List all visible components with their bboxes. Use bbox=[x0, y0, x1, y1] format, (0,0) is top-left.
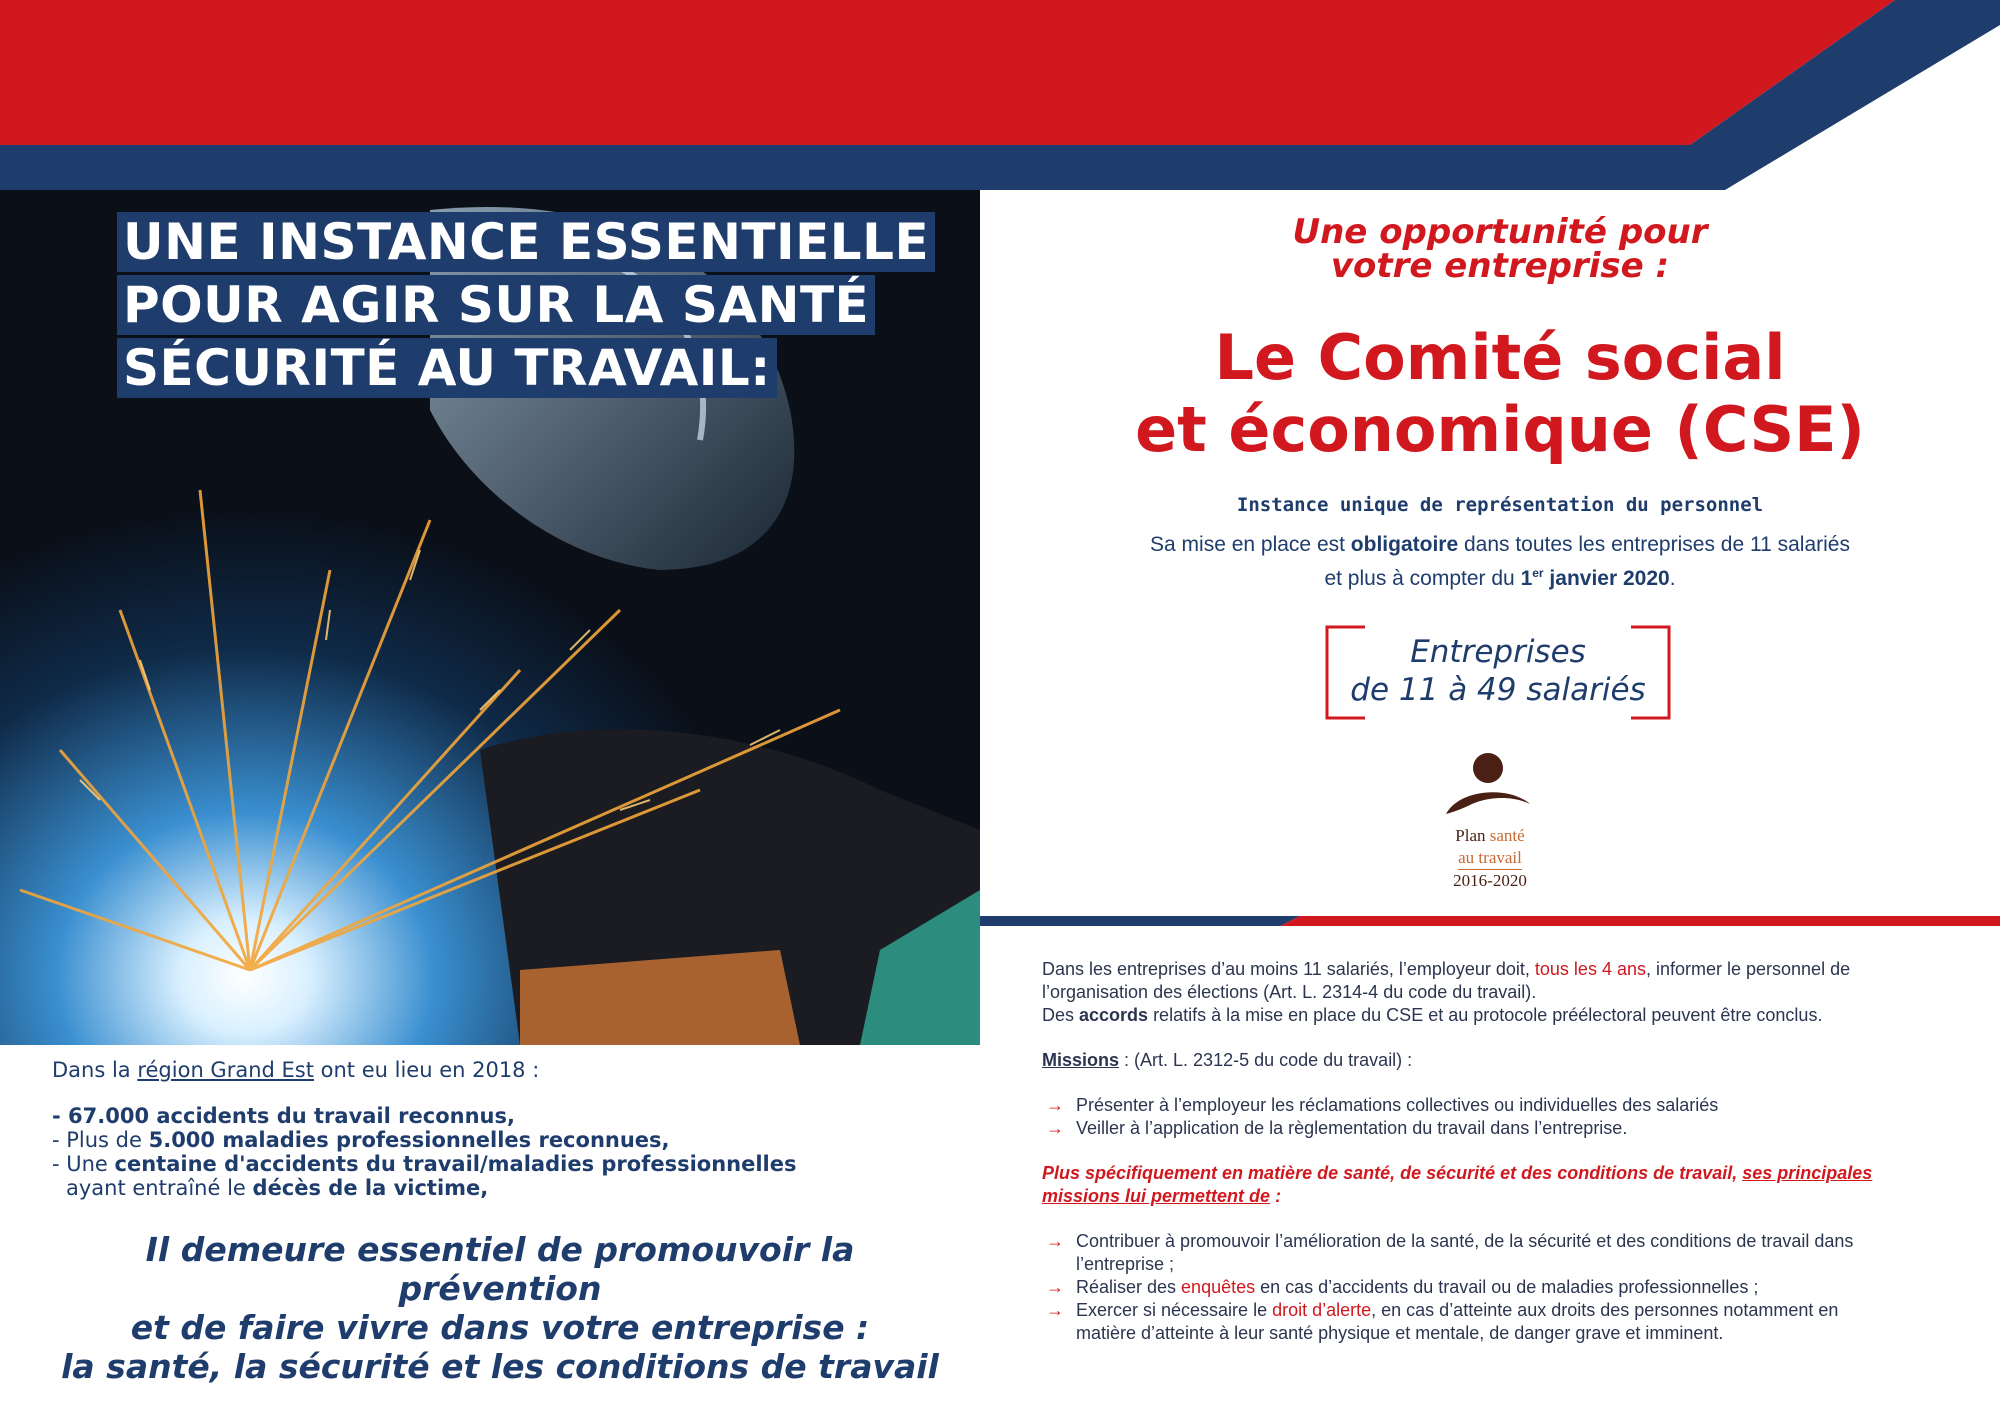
stats-intro-pre: Dans la bbox=[52, 1058, 138, 1082]
missions-heading bbox=[1042, 1049, 1962, 1072]
stats-item-3b bbox=[52, 1176, 932, 1200]
stats-item-2-bold: 5.000 maladies professionnelles reconnues, bbox=[148, 1128, 670, 1152]
headline-line-3: SÉCURITÉ AU TRAVAIL: bbox=[117, 338, 777, 398]
missions-post: : (Art. L. 2312-5 du code du travail) : bbox=[1119, 1050, 1413, 1070]
health-item-1-line-1: Contribuer à promouvoir l’amélioration de la santé, de la sécurité et des conditions de travail dans bbox=[1076, 1231, 1854, 1251]
info-p1-red: tous les 4 ans bbox=[1534, 959, 1646, 979]
cse-title bbox=[1000, 322, 2000, 466]
mise-en-place-text bbox=[1000, 530, 2000, 593]
cse-title-line-1: Le Comité social bbox=[1214, 321, 1786, 394]
arrow-icon: → bbox=[1046, 1231, 1064, 1251]
logo-line-2: au travail bbox=[1458, 847, 1522, 870]
opportunity-heading bbox=[1000, 212, 2000, 286]
opportunity-line-1: Une opportunité pour bbox=[1292, 212, 1708, 252]
cse-title-line-2: et économique (CSE) bbox=[1135, 393, 1865, 466]
health-missions-list bbox=[1042, 1230, 1962, 1345]
company-size-box bbox=[1323, 633, 1673, 709]
missions-item-2-text: Veiller à l’application de la règlementation du travail dans l’entreprise. bbox=[1076, 1118, 1628, 1138]
stats-item-3-bold: centaine d'accidents du travail/maladies professionnelles bbox=[114, 1152, 797, 1176]
box-line-1: Entreprises bbox=[1410, 634, 1586, 670]
health-item-2-pre: Réaliser des bbox=[1076, 1277, 1182, 1297]
closing-line-1: Il demeure essentiel de promouvoir la prévention bbox=[145, 1230, 855, 1308]
info-p2 bbox=[1042, 1004, 1962, 1027]
instance-label: Instance unique de représentation du personnel bbox=[1236, 494, 1764, 516]
info-p2-bold: accords bbox=[1079, 1005, 1149, 1025]
arrow-icon: → bbox=[1046, 1118, 1064, 1138]
closing-statement bbox=[40, 1230, 960, 1386]
logo-line-1 bbox=[1430, 825, 1550, 847]
mise2-bold: 1 bbox=[1520, 567, 1533, 590]
info-p2-post: relatifs à la mise en place du CSE et au protocole préélectoral peuvent être conclus. bbox=[1148, 1005, 1823, 1025]
health-item-1-line-2: l’entreprise ; bbox=[1076, 1254, 1175, 1274]
specific-pre: Plus spécifiquement en matière de santé, de sécurité et des conditions de travail, bbox=[1042, 1163, 1743, 1183]
mise-pre: Sa mise en place est bbox=[1150, 533, 1351, 556]
person-icon bbox=[1430, 752, 1550, 822]
arrow-icon: → bbox=[1046, 1095, 1064, 1115]
opportunity-line-2: votre entreprise : bbox=[1330, 246, 1670, 286]
mise2-post: . bbox=[1669, 567, 1676, 590]
logo-text bbox=[1430, 825, 1550, 892]
stats-intro-post: ont eu lieu en 2018 : bbox=[313, 1058, 540, 1082]
health-item-3-pre: Exercer si nécessaire le bbox=[1076, 1300, 1273, 1320]
missions-label: Missions bbox=[1042, 1050, 1120, 1070]
stats-item-3-pre: - Une bbox=[52, 1152, 115, 1176]
stats-item-3b-bold: décès de la victime, bbox=[252, 1176, 489, 1200]
specific-post: : bbox=[1270, 1186, 1282, 1206]
info-p2-pre: Des bbox=[1042, 1005, 1080, 1025]
stats-intro-region: région Grand Est bbox=[137, 1058, 314, 1082]
health-item-3-post: , en cas d’atteinte aux droits des personnes notamment en bbox=[1371, 1300, 1839, 1320]
health-item-2 bbox=[1042, 1276, 1962, 1299]
headline-line-2: POUR AGIR SUR LA SANTÉ bbox=[117, 275, 875, 335]
health-item-2-red: enquêtes bbox=[1181, 1277, 1256, 1297]
section-divider bbox=[980, 913, 2000, 929]
health-item-3-red: droit d’alerte bbox=[1272, 1300, 1372, 1320]
info-p1-line-2: l’organisation des élections (Art. L. 2314-4 du code du travail). bbox=[1042, 982, 1537, 1002]
arrow-icon: → bbox=[1046, 1300, 1064, 1320]
missions-item-1 bbox=[1042, 1094, 1962, 1117]
health-item-2-post: en cas d’accidents du travail ou de maladies professionnelles ; bbox=[1255, 1277, 1759, 1297]
info-p1 bbox=[1042, 958, 1962, 981]
specific-heading bbox=[1042, 1162, 1962, 1208]
health-item-3-line-2: matière d’atteinte à leur santé physique et mentale, de danger grave et imminent. bbox=[1076, 1323, 1724, 1343]
info-p1-pre: Dans les entreprises d’au moins 11 salariés, l’employeur doit, bbox=[1042, 959, 1535, 979]
stats-item-3 bbox=[52, 1152, 932, 1176]
banner-red-band bbox=[0, 0, 1895, 145]
box-line-2: de 11 à 49 salariés bbox=[1350, 672, 1646, 708]
mise2-pre: et plus à compter du bbox=[1324, 567, 1521, 590]
top-banner bbox=[0, 0, 2000, 195]
specific-underline-1: ses principales bbox=[1742, 1163, 1873, 1183]
health-item-3 bbox=[1042, 1299, 1962, 1345]
specific-underline-2: missions lui permettent de bbox=[1042, 1186, 1271, 1206]
closing-line-2: et de faire vivre dans votre entreprise : bbox=[130, 1308, 870, 1347]
mise-post: dans toutes les entreprises de 11 salariés bbox=[1458, 533, 1850, 556]
mise2-bold2: janvier 2020 bbox=[1543, 567, 1670, 590]
stats-item-2 bbox=[52, 1128, 932, 1152]
stats-block bbox=[52, 1058, 932, 1200]
info-block bbox=[1042, 958, 1962, 1345]
mise2-sup: er bbox=[1532, 566, 1544, 580]
mise-line-1 bbox=[1000, 530, 2000, 559]
closing-line-3: la santé, la sécurité et les conditions de travail bbox=[61, 1347, 939, 1386]
health-item-1 bbox=[1042, 1230, 1962, 1276]
logo-line-3: 2016-2020 bbox=[1453, 871, 1527, 890]
logo-line-1-a: Plan bbox=[1455, 826, 1490, 845]
headline-line-1: UNE INSTANCE ESSENTIELLE bbox=[117, 212, 935, 272]
info-p1-post: , informer le personnel de bbox=[1645, 959, 1851, 979]
mise-line-2 bbox=[1000, 559, 2000, 593]
stats-item-1: - 67.000 accidents du travail reconnus, bbox=[52, 1104, 515, 1128]
arrow-icon: → bbox=[1046, 1277, 1064, 1297]
missions-list bbox=[1042, 1094, 1962, 1140]
missions-item-1-text: Présenter à l’employeur les réclamations collectives ou individuelles des salariés bbox=[1076, 1095, 1719, 1115]
logo-line-1-b: santé bbox=[1489, 826, 1525, 845]
stats-item-3b-pre: ayant entraîné le bbox=[66, 1176, 253, 1200]
mise-bold: obligatoire bbox=[1350, 533, 1459, 556]
stats-item-2-pre: - Plus de bbox=[52, 1128, 149, 1152]
stats-intro bbox=[52, 1058, 932, 1082]
missions-item-2 bbox=[1042, 1117, 1962, 1140]
plan-sante-logo bbox=[1430, 752, 1550, 892]
